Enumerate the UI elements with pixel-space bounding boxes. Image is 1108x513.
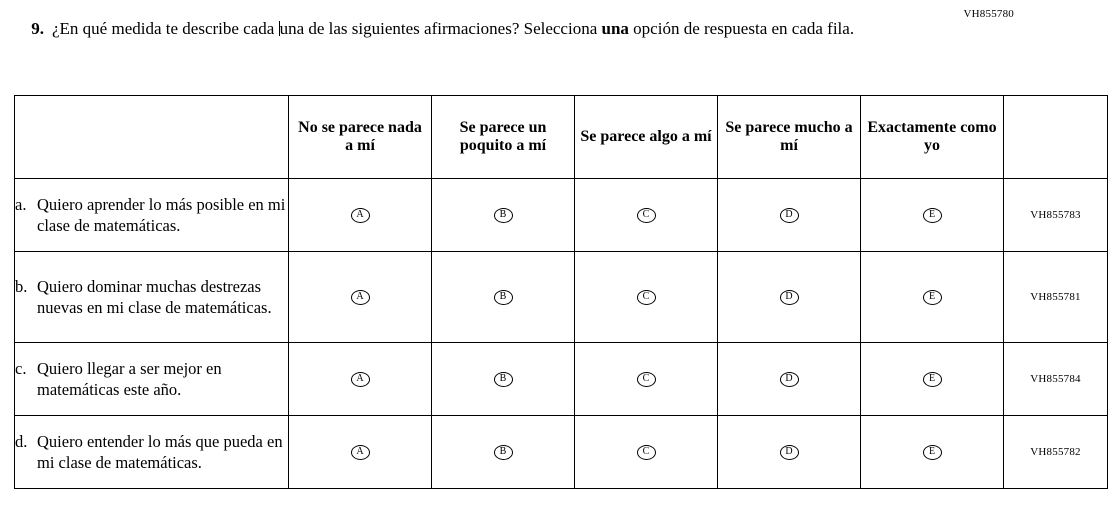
radio-c-option-d[interactable]	[718, 343, 861, 416]
radio-d-option-e[interactable]	[861, 416, 1004, 489]
header-option-c: Se parece algo a mí	[575, 96, 718, 179]
bubble-label: A	[351, 290, 370, 305]
row-code-d: VH855782	[1004, 416, 1108, 489]
radio-b-option-a[interactable]	[289, 252, 432, 343]
question-text-part3: opción de respuesta en cada fila.	[628, 19, 855, 38]
radio-d-option-d[interactable]	[718, 416, 861, 489]
question-text-part2: una de las siguientes afirmaciones? Selecciona	[279, 19, 602, 38]
bubble-label: D	[780, 208, 799, 223]
row-text-b: Quiero dominar muchas destrezas nuevas en mi clase de matemáticas.	[37, 276, 272, 317]
response-matrix-table	[14, 95, 1108, 489]
radio-a-option-b[interactable]	[432, 179, 575, 252]
bubble-label: D	[780, 290, 799, 305]
radio-d-option-a[interactable]	[289, 416, 432, 489]
row-code-a: VH855783	[1004, 179, 1108, 252]
row-letter-b: b.	[15, 276, 28, 296]
bubble-label: B	[494, 208, 513, 223]
bubble-label: A	[351, 208, 370, 223]
bubble-label: B	[494, 290, 513, 305]
bubble-label: E	[923, 208, 942, 223]
header-option-b: Se parece un poquito a mí	[432, 96, 575, 179]
row-text-c: Quiero llegar a ser mejor en matemáticas este año.	[37, 358, 222, 399]
table-row	[15, 343, 1108, 416]
radio-a-option-e[interactable]	[861, 179, 1004, 252]
radio-b-option-e[interactable]	[861, 252, 1004, 343]
row-code-c: VH855784	[1004, 343, 1108, 416]
bubble-label: E	[923, 445, 942, 460]
row-statement-d	[15, 416, 289, 489]
item-code-top-right: VH855780	[963, 8, 1014, 20]
row-code-b: VH855781	[1004, 252, 1108, 343]
table-row	[15, 416, 1108, 489]
bubble-label: C	[637, 208, 656, 223]
header-statement-column	[15, 96, 289, 179]
radio-c-option-c[interactable]	[575, 343, 718, 416]
row-statement-c	[15, 343, 289, 416]
row-statement-b	[15, 252, 289, 343]
radio-b-option-c[interactable]	[575, 252, 718, 343]
bubble-label: E	[923, 372, 942, 387]
bubble-label: A	[351, 445, 370, 460]
header-option-d: Se parece mucho a mí	[718, 96, 861, 179]
bubble-label: C	[637, 445, 656, 460]
row-text-a: Quiero aprender lo más posible en mi clase de matemáticas.	[37, 194, 286, 235]
bubble-label: A	[351, 372, 370, 387]
row-letter-a: a.	[15, 194, 27, 214]
radio-a-option-c[interactable]	[575, 179, 718, 252]
bubble-label: B	[494, 445, 513, 460]
header-option-a: No se parece nada a mí	[289, 96, 432, 179]
question-text-part1: ¿En qué medida te describe cada	[52, 19, 279, 38]
radio-c-option-b[interactable]	[432, 343, 575, 416]
radio-c-option-e[interactable]	[861, 343, 1004, 416]
bubble-label: D	[780, 372, 799, 387]
bubble-label: D	[780, 445, 799, 460]
radio-d-option-b[interactable]	[432, 416, 575, 489]
header-option-e: Exactamente como yo	[861, 96, 1004, 179]
table-header-row	[15, 96, 1108, 179]
radio-c-option-a[interactable]	[289, 343, 432, 416]
table-row	[15, 179, 1108, 252]
radio-a-option-a[interactable]	[289, 179, 432, 252]
radio-b-option-d[interactable]	[718, 252, 861, 343]
question-text	[52, 18, 854, 41]
bubble-label: C	[637, 372, 656, 387]
radio-a-option-d[interactable]	[718, 179, 861, 252]
row-letter-c: c.	[15, 358, 27, 378]
header-code-column	[1004, 96, 1108, 179]
radio-b-option-b[interactable]	[432, 252, 575, 343]
question-stem	[18, 18, 898, 41]
question-number: 9.	[31, 19, 44, 38]
row-letter-d: d.	[15, 431, 28, 451]
question-bold-word: una	[601, 19, 629, 38]
bubble-label: C	[637, 290, 656, 305]
bubble-label: E	[923, 290, 942, 305]
bubble-label: B	[494, 372, 513, 387]
row-text-d: Quiero entender lo más que pueda en mi clase de matemáticas.	[37, 431, 283, 472]
radio-d-option-c[interactable]	[575, 416, 718, 489]
row-statement-a	[15, 179, 289, 252]
table-row	[15, 252, 1108, 343]
